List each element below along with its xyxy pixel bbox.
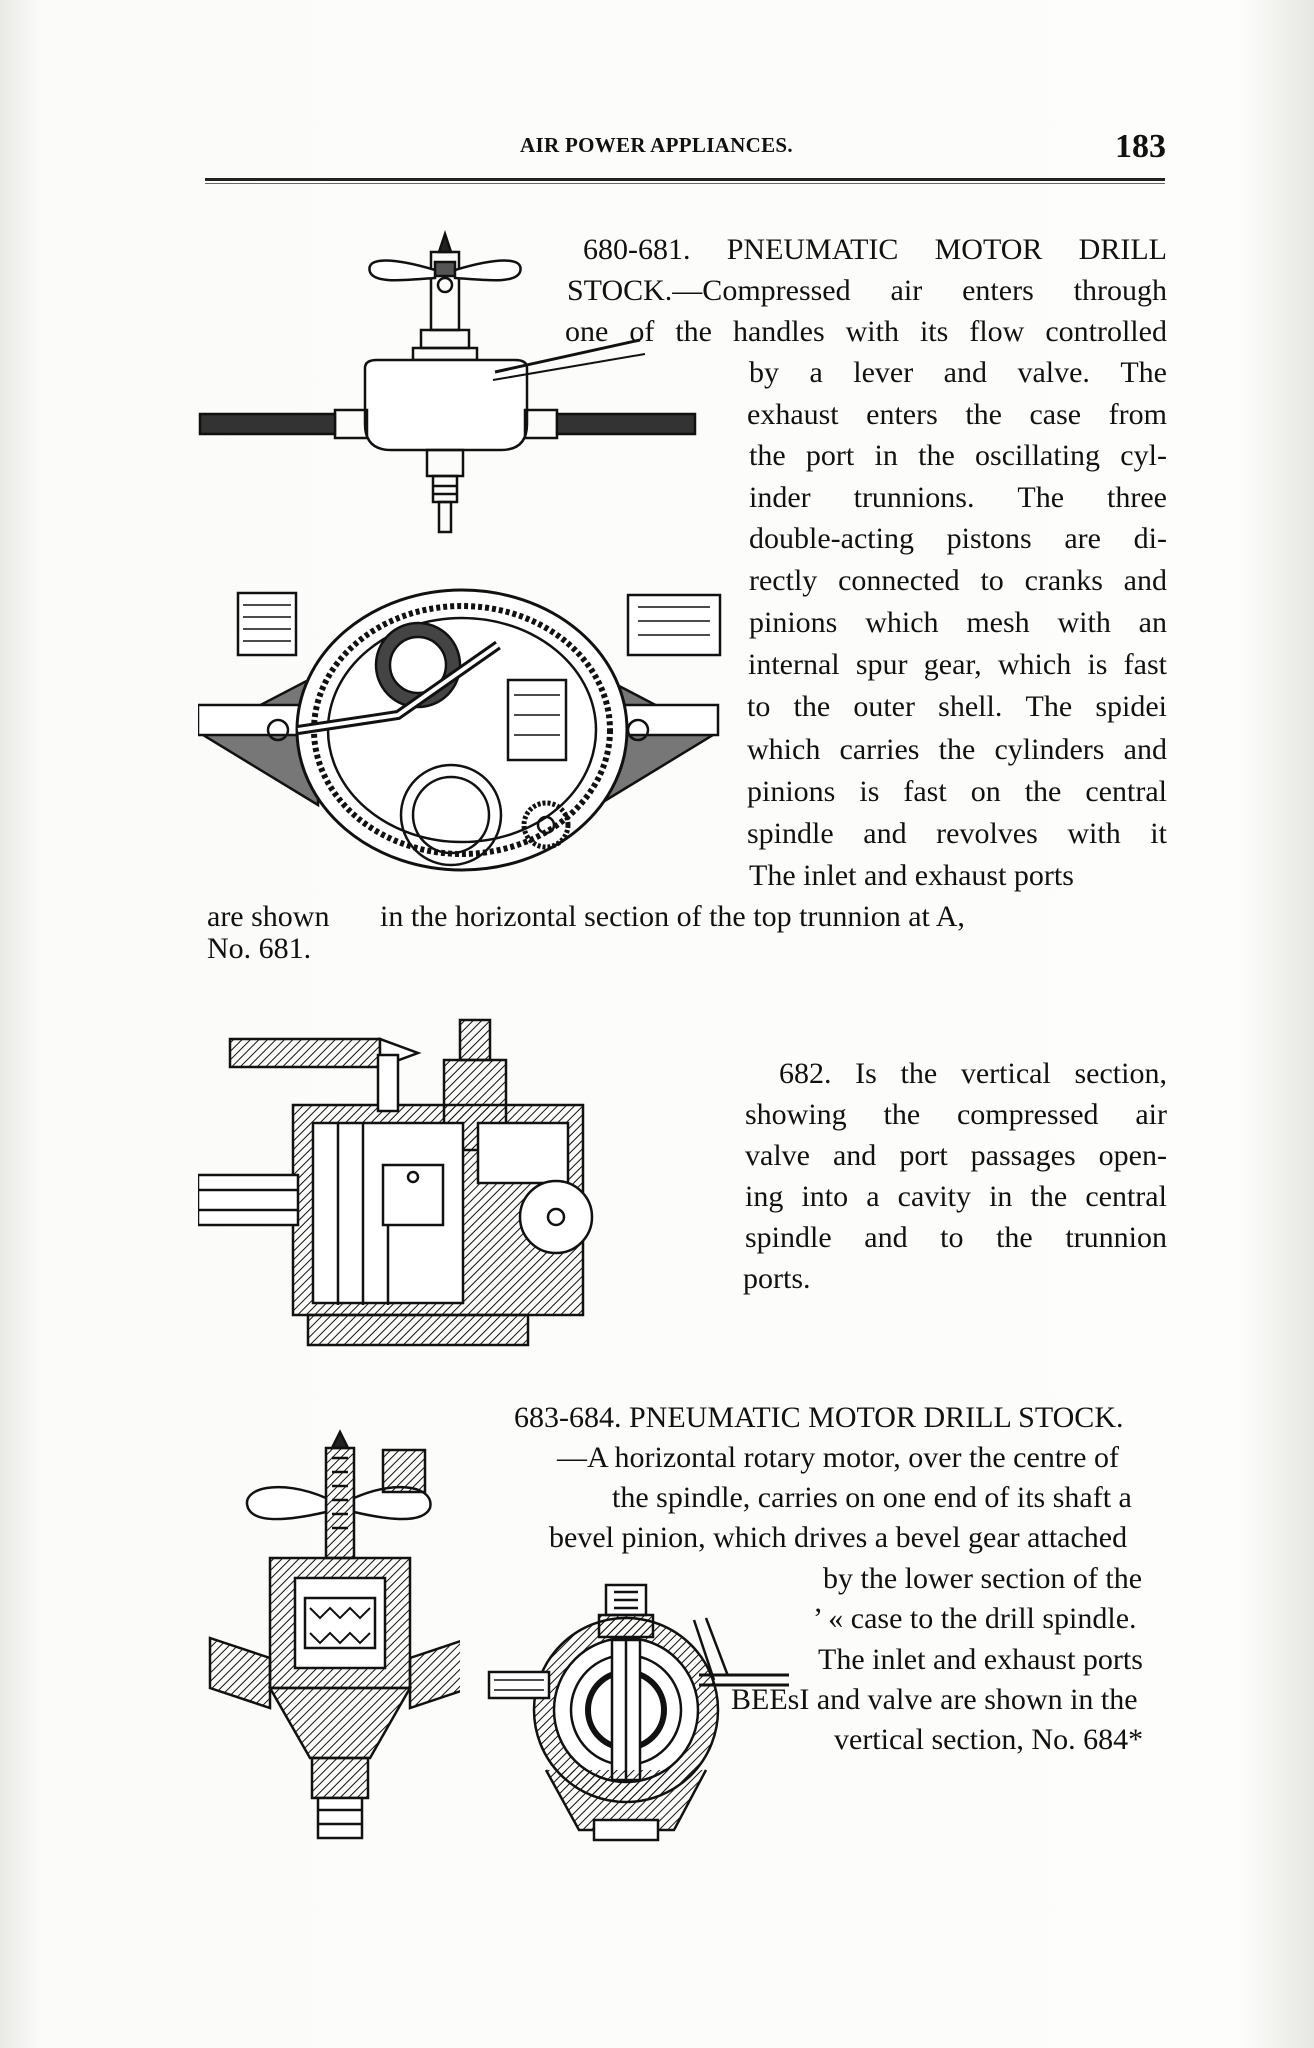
para1-line-3: one of the handles with its flow controlled [565,315,1167,348]
para1-line-4: by a lever and valve. The [749,356,1167,389]
running-header: AIR POWER APPLIANCES. [520,133,793,157]
para3-line-4: bevel pinion, which drives a bevel gear attached [549,1521,1128,1554]
para2-line-2: showing the compressed air [745,1098,1167,1131]
para1-line-10: pinions which mesh with an [749,606,1167,639]
para3-line-2: —A horizontal rotary motor, over the centre of [557,1441,1119,1474]
para3-line-5: by the lower section of the [823,1562,1143,1595]
para1-left-a: are shown [207,900,330,933]
para1-line-13: which carries the cylinders and [747,733,1167,766]
para3-line-9: vertical section, No. 684* [834,1723,1144,1756]
figure-682-vertical-section [198,1015,648,1355]
para1-line-7: inder trunnions. The three [749,481,1167,514]
para2-line-5: spindle and to the trunnion [745,1221,1167,1254]
para1-line-16: The inlet and exhaust ports [749,859,1074,892]
para1-line-5: exhaust enters the case from [747,398,1167,431]
para3-line-3: the spindle, carries on one end of its shaft a [612,1481,1132,1514]
para3-line-7: The inlet and exhaust ports [818,1643,1143,1676]
page-number: 183 [1115,128,1166,165]
para1-line-11: internal spur gear, which is fast [748,648,1167,681]
para1-line-15: spindle and revolves with it [747,817,1167,850]
para2-line-4: ing into a cavity in the central [745,1180,1167,1213]
para2-line-6: ports. [743,1262,811,1295]
para3-line-6: ’ « case to the drill spindle. [813,1602,1137,1635]
para1-line-8: double-acting pistons are di- [749,522,1167,555]
para1-left-b: No. 681. [207,932,312,965]
para2-line-1: 682. Is the vertical section, [779,1057,1167,1090]
para3-line-8: BEEsI and valve are shown in the [731,1683,1138,1716]
para1-line-12: to the outer shell. The spidei [747,690,1167,723]
para1-line-14: pinions is fast on the central [747,775,1167,808]
para3-line-1: 683-684. PNEUMATIC MOTOR DRILL STOCK. [514,1401,1124,1434]
para1-right-a: in the horizontal section of the top trunnion at A, [380,900,965,933]
header-rule-thin [205,183,1165,184]
para1-line-9: rectly connected to cranks and [749,564,1167,597]
para2-line-3: valve and port passages open- [745,1139,1167,1172]
figure-683-drill-stock [200,1428,460,1848]
header-rule [205,178,1165,181]
para1-line-1: 680-681. PNEUMATIC MOTOR DRILL [583,233,1167,266]
para1-line-6: the port in the oscillating cyl- [749,439,1167,472]
figure-681-horizontal-section [198,565,728,875]
para1-line-2: STOCK.—Compressed air enters through [567,274,1167,307]
